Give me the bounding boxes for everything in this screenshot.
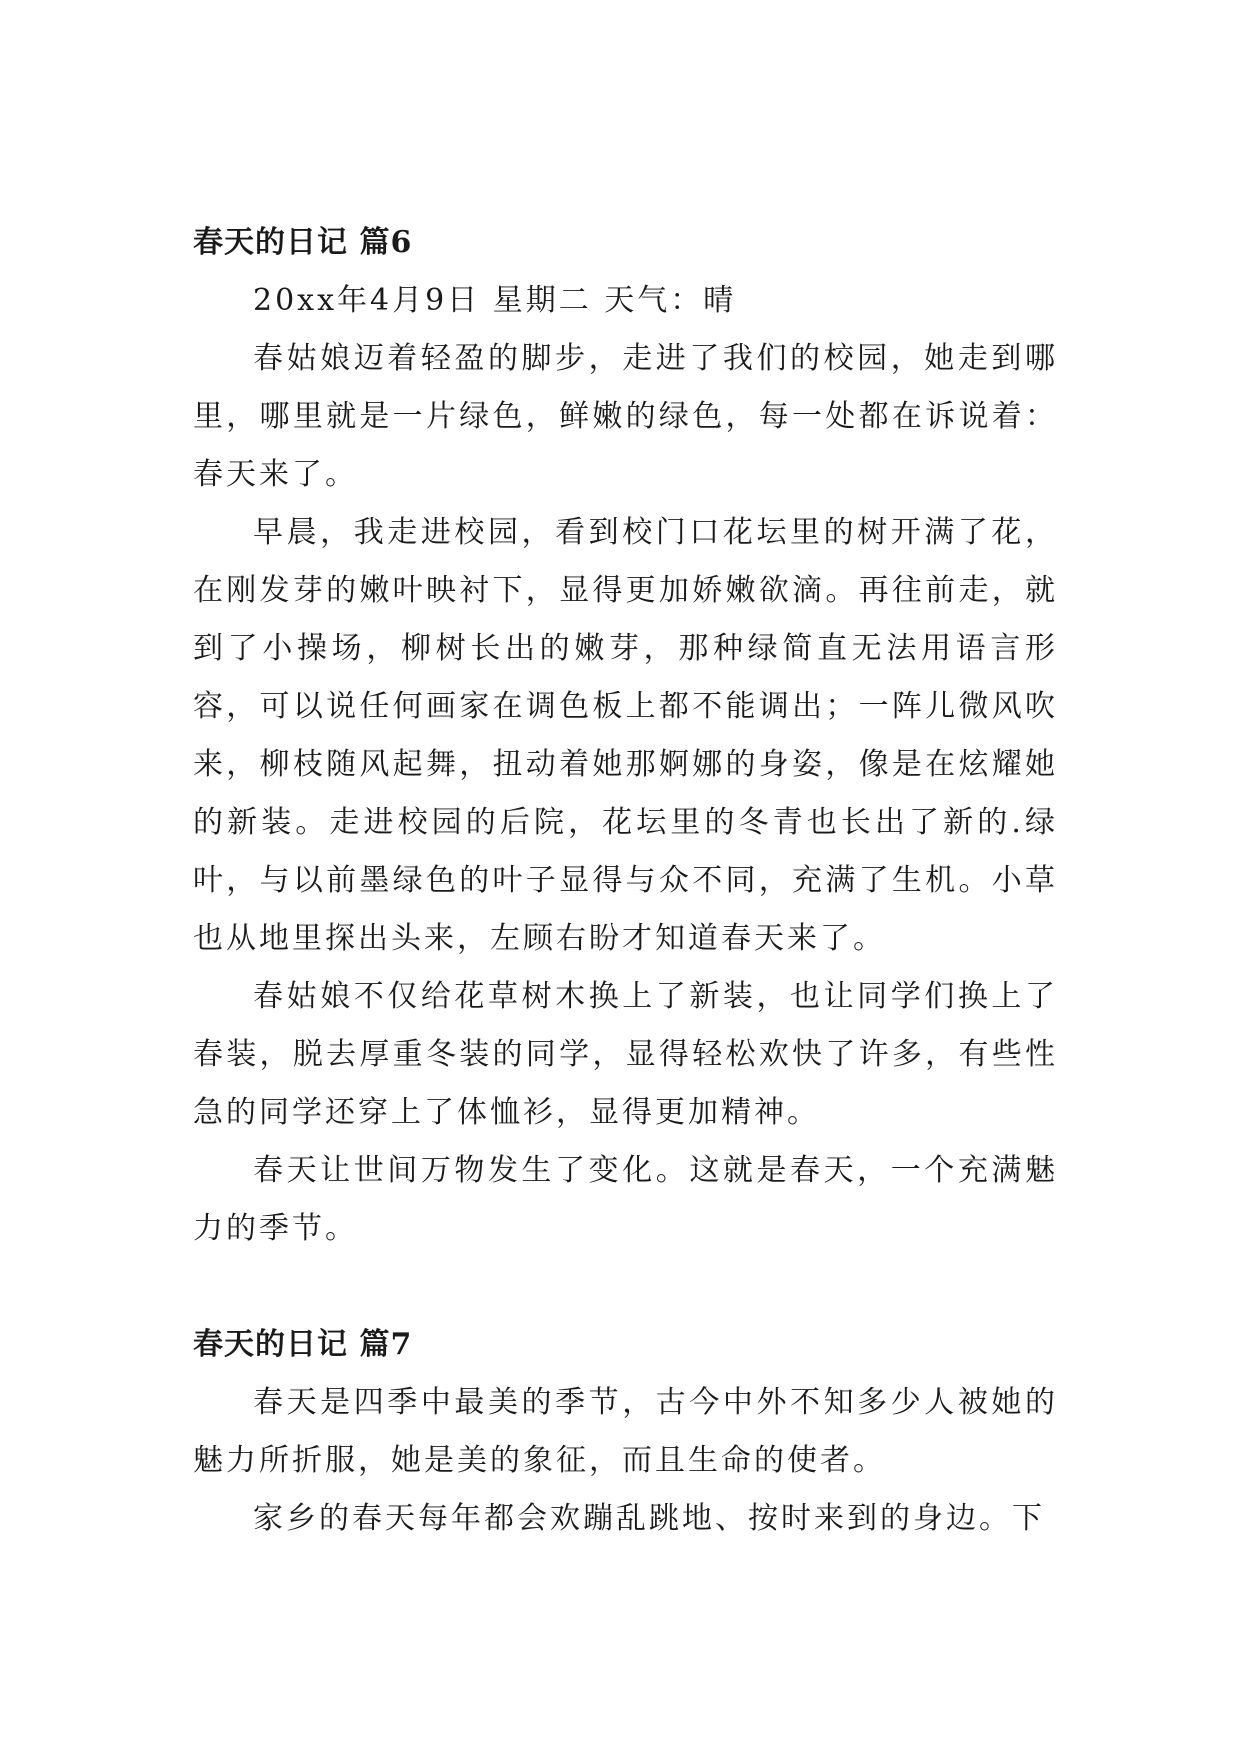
entry-title: 春天的日记 篇7 <box>193 1327 413 1362</box>
entry-title: 春天的日记 篇6 <box>193 225 413 260</box>
paragraph: 春天让世间万物发生了变化。这就是春天，一个充满魅力的季节。 <box>193 1153 1058 1246</box>
paragraph: 家乡的春天每年都会欢蹦乱跳地、按时来到的身边。下 <box>253 1501 1045 1536</box>
paragraph: 春姑娘迈着轻盈的脚步，走进了我们的校园，她走到哪里，哪里就是一片绿色，鲜嫩的绿色，每一处都在诉说着：春天来了。 <box>193 341 1058 492</box>
document-page <box>193 214 1058 1548</box>
section-spacer <box>193 1258 1058 1316</box>
diary-entry-6 <box>193 214 1058 1258</box>
diary-entry-7 <box>193 1316 1058 1548</box>
entry-date-line: 20xx年4月9日 星期二 天气：晴 <box>253 283 737 318</box>
paragraph: 春天是四季中最美的季节，古今中外不知多少人被她的魅力所折服，她是美的象征，而且生命的使者。 <box>193 1385 1058 1478</box>
paragraph: 春姑娘不仅给花草树木换上了新装，也让同学们换上了春装，脱去厚重冬装的同学，显得轻松欢快了许多，有些性急的同学还穿上了体恤衫，显得更加精神。 <box>193 979 1058 1130</box>
paragraph: 早晨，我走进校园，看到校门口花坛里的树开满了花，在刚发芽的嫩叶映衬下，显得更加娇嫩欲滴。再往前走，就到了小操场，柳树长出的嫩芽，那种绿简直无法用语言形容，可以说任何画家在调色板上都不能调出；一阵儿微风吹来，柳枝随风起舞，扭动着她那婀娜的身姿，像是在炫耀她的新装。走进校园的后院，花坛里的冬青也长出了新的.绿叶，与以前墨绿色的叶子显得与众不同，充满了生机。小草也从地里探出头来，左顾右盼才知道春天来了。 <box>193 515 1058 956</box>
